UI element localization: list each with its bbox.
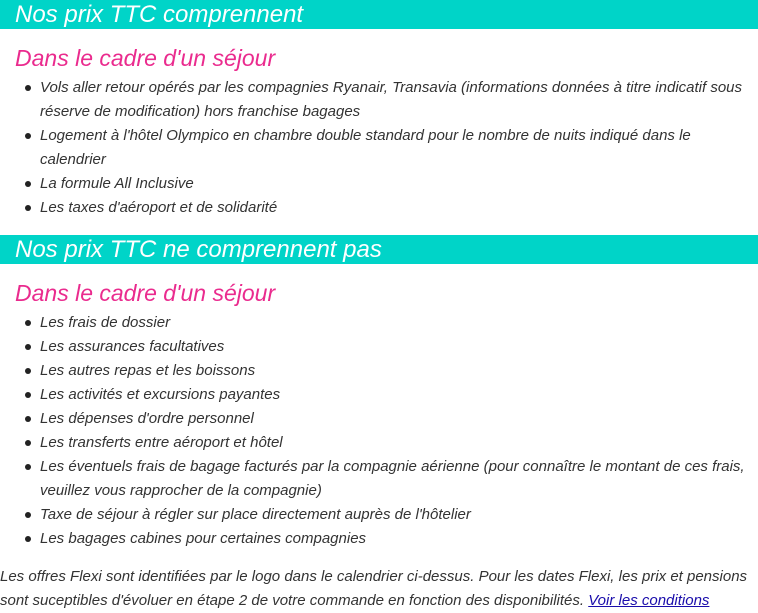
bullet-icon [25, 344, 31, 350]
list-item-text: Logement à l'hôtel Olympico en chambre double standard pour le nombre de nuits indiqué dans le calendrier [40, 127, 691, 168]
list-item [40, 383, 758, 407]
included-subheading: Dans le cadre d'un séjour [15, 45, 276, 71]
list-item [40, 172, 758, 196]
flexi-note [0, 565, 758, 613]
list-item-text: Taxe de séjour à régler sur place directement auprès de l'hôtelier [40, 506, 471, 523]
list-item [40, 527, 758, 551]
list-item-text: Les assurances facultatives [40, 338, 225, 355]
conditions-link[interactable]: Voir les conditions [588, 592, 710, 609]
bullet-icon [25, 536, 31, 542]
list-item-text: La formule All Inclusive [40, 175, 194, 192]
excluded-subheading: Dans le cadre d'un séjour [15, 280, 276, 306]
included-heading: Nos prix TTC comprennent [0, 0, 758, 29]
list-item [40, 335, 758, 359]
bullet-icon [25, 85, 31, 91]
excluded-heading: Nos prix TTC ne comprennent pas [0, 235, 758, 264]
bullet-icon [25, 464, 31, 470]
bullet-icon [25, 320, 31, 326]
list-item [40, 431, 758, 455]
bullet-icon [25, 512, 31, 518]
excluded-section [0, 235, 758, 551]
list-item-text: Les bagages cabines pour certaines compagnies [40, 530, 367, 547]
bullet-icon [25, 205, 31, 211]
bullet-icon [25, 181, 31, 187]
bullet-icon [25, 440, 31, 446]
list-item [40, 407, 758, 431]
bullet-icon [25, 368, 31, 374]
flexi-note-text: Les offres Flexi sont identifiées par le logo dans le calendrier ci-dessus. Pour les dates Flexi, les prix et pensions sont suceptibles d'évoluer en étape 2 de votre commande en fonction des disponibilités. [0, 568, 748, 609]
included-section [0, 0, 758, 220]
list-item-text: Les autres repas et les boissons [40, 362, 256, 379]
bullet-icon [25, 133, 31, 139]
list-item [40, 196, 758, 220]
list-item [40, 503, 758, 527]
bullet-icon [25, 416, 31, 422]
list-item [40, 311, 758, 335]
list-item [40, 455, 758, 503]
list-item-text: Les éventuels frais de bagage facturés par la compagnie aérienne (pour connaître le montant de ces frais, veuillez vous rapprocher de la compagnie) [40, 458, 745, 499]
list-item [40, 359, 758, 383]
included-list [0, 76, 758, 220]
list-item-text: Vols aller retour opérés par les compagnies Ryanair, Transavia (informations données à titre indicatif sous réserve de modification) hors franchise bagages [40, 79, 743, 120]
list-item-text: Les activités et excursions payantes [40, 386, 281, 403]
excluded-list [0, 311, 758, 551]
list-item-text: Les transferts entre aéroport et hôtel [40, 434, 283, 451]
list-item [40, 76, 758, 124]
list-item-text: Les frais de dossier [40, 314, 171, 331]
bullet-icon [25, 392, 31, 398]
list-item-text: Les dépenses d'ordre personnel [40, 410, 254, 427]
list-item-text: Les taxes d'aéroport et de solidarité [40, 199, 278, 216]
list-item [40, 124, 758, 172]
